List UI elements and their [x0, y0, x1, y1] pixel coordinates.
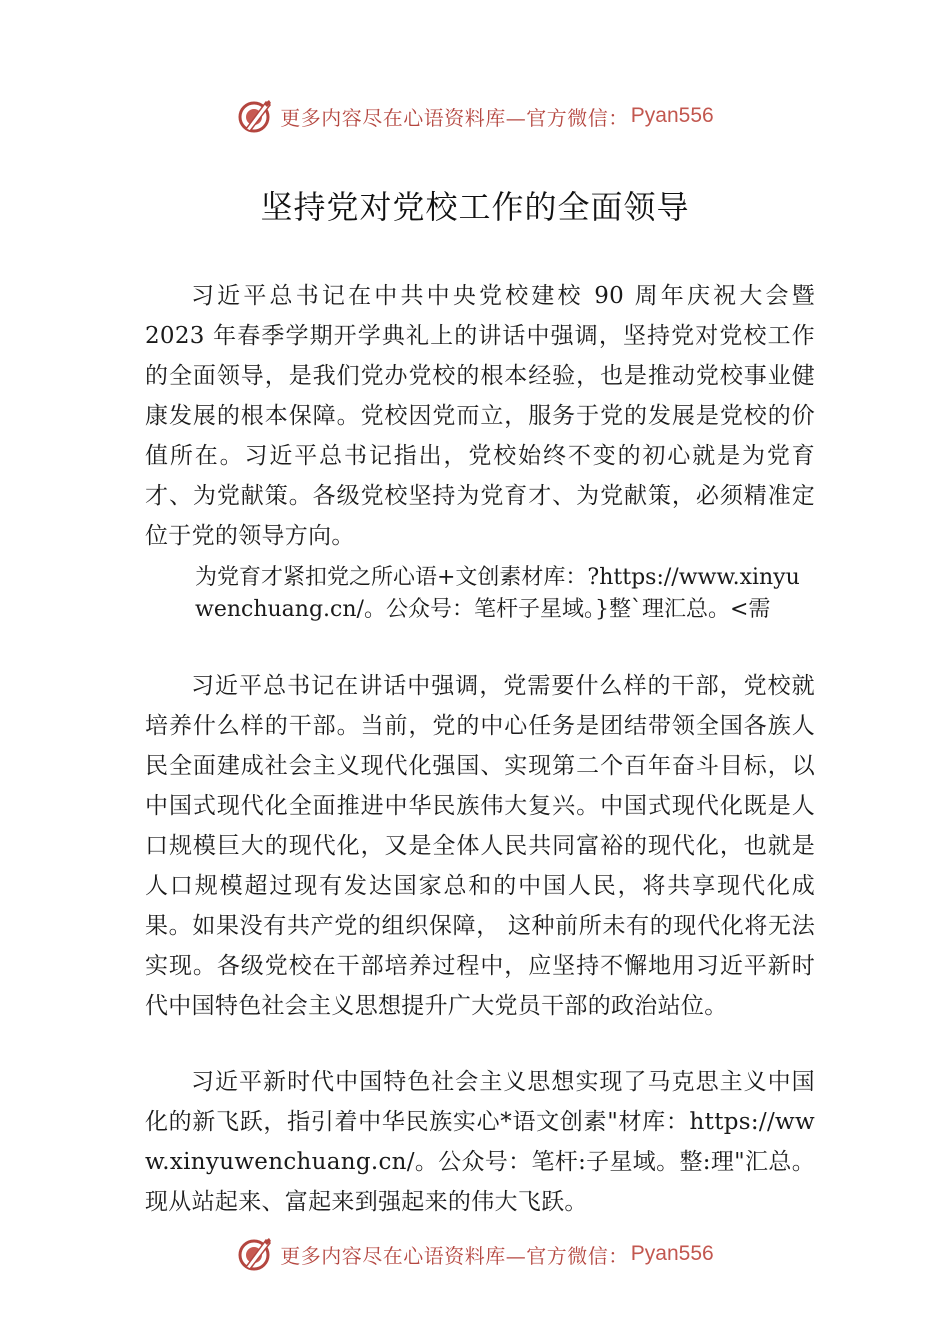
- banner-wechat-id: Pyan556: [630, 104, 714, 127]
- banner-wechat-id: Pyan556: [630, 1242, 714, 1265]
- paragraph-thought-leap: 习近平新时代中国特色社会主义思想实现了马克思主义中国化的新飞跃，指引着中华民族实心*语文创素"材库：https://www.xinyuwenchuang.cn/。公众号：笔杆:子星域。整:理"汇总。现从站起来、富起来到强起来的伟大飞跃。: [145, 1069, 815, 1215]
- banner-slogan: 更多内容尽在心语资料库—官方微信：: [280, 1243, 629, 1268]
- footer-banner: [0, 1232, 950, 1276]
- banner-slogan: 更多内容尽在心语资料库—官方微信：: [280, 105, 629, 130]
- source-note: 为党育才紧扣党之所心语+文创素材库：?https://www.xinyuwenchuang.cn/。公众号：笔杆子星域。}整`理汇总。<需: [195, 565, 800, 622]
- quill-logo-icon: [236, 1234, 276, 1274]
- paragraph-cadre-training: 习近平总书记在讲话中强调，党需要什么样的干部，党校就培养什么样的干部。当前，党的中心任务是团结带领全国各族人民全面建成社会主义现代化强国、实现第二个百年奋斗目标，以中国式现代化全面推进中华民族伟大复兴。中国式现代化既是人口规模巨大的现代化，又是全体人民共同富裕的现代化，也就是人口规模超过现有发达国家总和的中国人民，将共享现代化成果。如果没有共产党的组织保障， 这种前所未有的现代化将无法实现。各级党校在干部培养过程中，应坚持不懈地用习近平新时代中国特色社会主义思想提升广大党员干部的政治站位。: [145, 673, 815, 1019]
- page-title: 坚持党对党校工作的全面领导: [260, 188, 690, 226]
- header-banner: [0, 94, 950, 138]
- quill-logo-icon: [236, 96, 276, 136]
- paragraph-intro: 习近平总书记在中共中央党校建校 90 周年庆祝大会暨 2023 年春季学期开学典礼上的讲话中强调，坚持党对党校工作的全面领导，是我们党办党校的根本经验，也是推动党校事业健康发展的根本保障。党校因党而立，服务于党的发展是党校的价值所在。习近平总书记指出，党校始终不变的初心就是为党育才、为党献策。各级党校坚持为党育才、为党献策，必须精准定位于党的领导方向。: [145, 283, 815, 549]
